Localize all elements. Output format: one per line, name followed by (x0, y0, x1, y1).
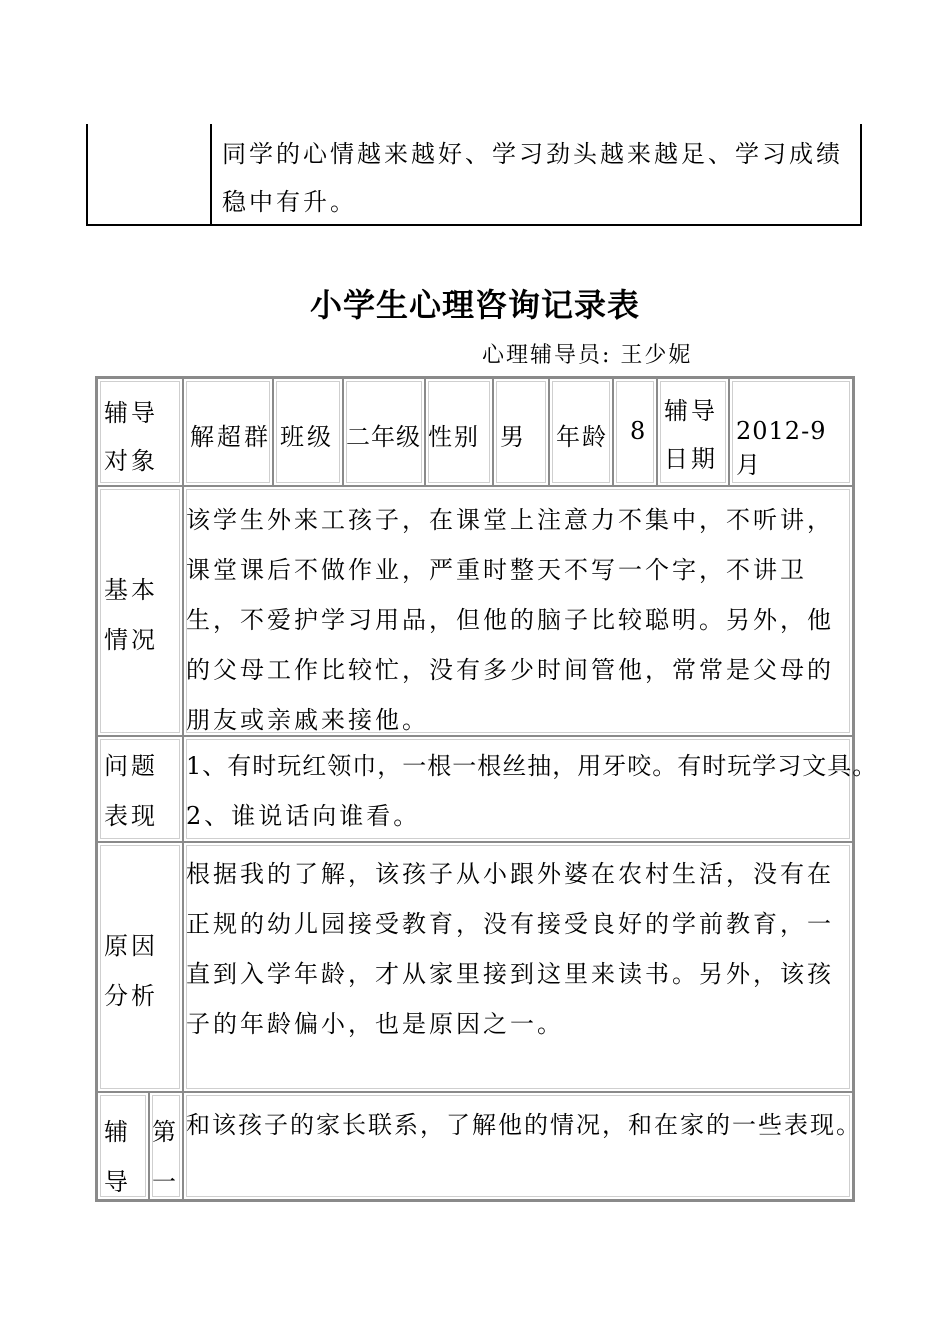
gender-value: 男 (500, 423, 524, 451)
cause-text: 根据我的了解，该孩子从小跟外婆在农村生活，没有在正规的幼儿园接受教育，没有接受良好的学前教育，一直到入学年龄，才从家里接到这里来读书。另外，该孩子的年龄偏小，也是原因之一。 (186, 860, 834, 1038)
cause-text-cell (183, 842, 853, 1092)
class-label-cell (273, 378, 343, 486)
age-value-cell (613, 378, 657, 486)
problem-label-cell (97, 736, 183, 842)
basic-text-cell (183, 486, 853, 736)
guide-text: 和该孩子的家长联系，了解他的情况，和在家的一些表现。 (186, 1111, 862, 1139)
target-label-cell (97, 378, 183, 486)
guide-step-label: 第一 (152, 1118, 176, 1196)
gender-label: 性别 (428, 423, 480, 451)
class-value: 二年级 (346, 423, 421, 451)
student-name-cell (183, 378, 273, 486)
problem-label: 问题表现 (104, 752, 158, 830)
problem-line-1: 1、有时玩红领巾，一根一根丝抽，用牙咬。有时玩学习文具。 (186, 752, 878, 780)
guide-step-cell (149, 1092, 183, 1200)
basic-text: 该学生外来工孩子，在课堂上注意力不集中，不听讲，课堂课后不做作业，严重时整天不写一个字，不讲卫生，不爱护学习用品，但他的脑子比较聪明。另外，他的父母工作比较忙，没有多少时间管他，常常是父母的朋友或亲戚来接他。 (186, 506, 834, 734)
target-label: 辅导对象 (104, 399, 158, 475)
guide-label-cell (97, 1092, 149, 1200)
counselor-line: 心理辅导员: 王少妮 (482, 343, 693, 368)
problem-line-2: 2、谁说话向谁看。 (186, 802, 421, 830)
basic-label: 基本情况 (104, 576, 158, 654)
previous-table-text: 同学的心情越来越好、学习劲头越来越足、学习成绩稳中有升。 (222, 140, 843, 216)
age-value: 8 (630, 417, 646, 445)
cause-label: 原因分析 (104, 932, 158, 1010)
gender-label-cell (425, 378, 493, 486)
age-label-cell (549, 378, 613, 486)
document-title: 小学生心理咨询记录表 (309, 286, 640, 324)
date-value-cell (729, 378, 853, 486)
basic-label-cell (97, 486, 183, 736)
date-value: 2012-9 月 (736, 417, 827, 479)
cause-label-cell (97, 842, 183, 1092)
date-label: 辅导日期 (664, 397, 718, 473)
gender-value-cell (493, 378, 549, 486)
class-value-cell (343, 378, 425, 486)
previous-table (86, 124, 862, 226)
date-label-cell (657, 378, 729, 486)
guide-label: 辅导 (104, 1118, 128, 1196)
age-label: 年龄 (556, 423, 608, 451)
problem-text-cell (183, 736, 878, 842)
class-label: 班级 (280, 423, 334, 451)
student-name: 解超群 (190, 423, 271, 451)
guide-text-cell (183, 1092, 862, 1200)
record-form (95, 376, 878, 1202)
column-divider (210, 124, 212, 224)
